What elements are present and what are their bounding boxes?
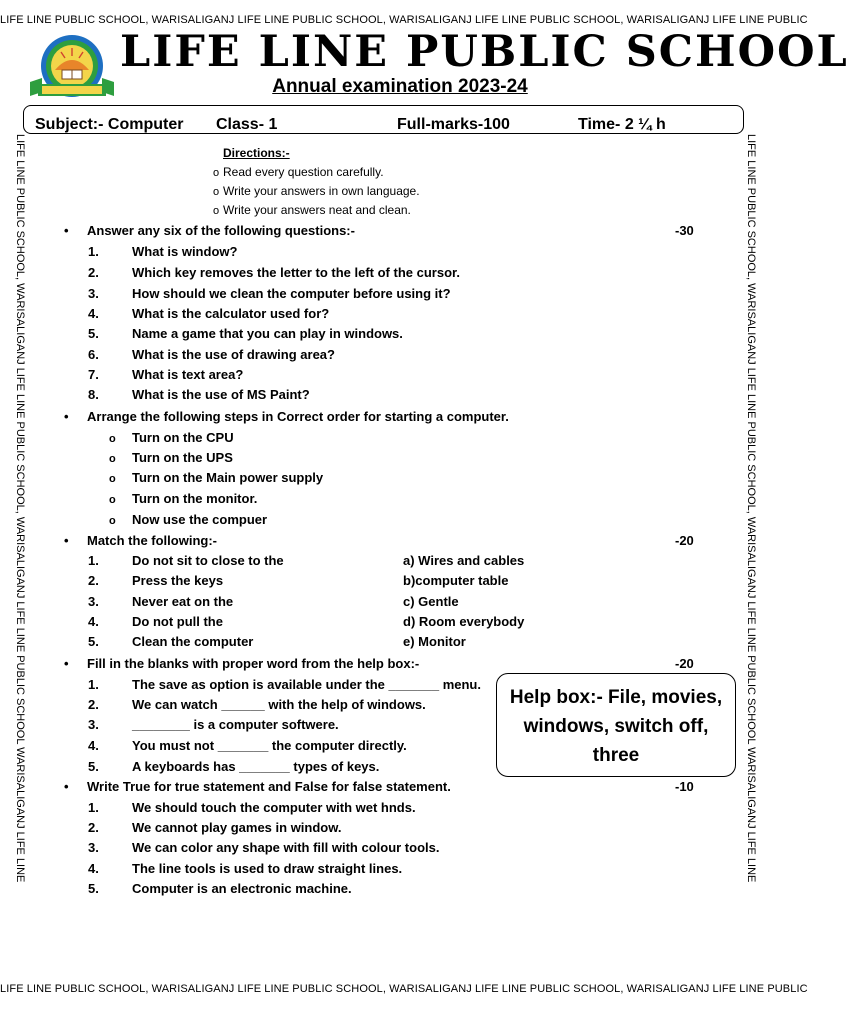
question-number: 2. (88, 573, 99, 588)
question-number: 3. (88, 717, 99, 732)
question-text: Which key removes the letter to the left of the cursor. (132, 265, 460, 280)
question-number: 1. (88, 800, 99, 815)
question-number: 5. (88, 326, 99, 341)
exam-title: Annual examination 2023-24 (272, 76, 528, 97)
question-text: What is the use of drawing area? (132, 347, 335, 362)
watermark-right: LIFE LINE PUBLIC SCHOOL, WARISALIGANJ LIFE LINE PUBLIC SCHOOL, WARISALIGANJ LIFE LINE PUBLIC SCHOOL WARISALIGANJ LIFE LINE (745, 133, 757, 883)
question-text: The line tools is used to draw straight lines. (132, 861, 403, 876)
question-number: 2. (88, 820, 99, 835)
question-number: 1. (88, 553, 99, 568)
question-number: 7. (88, 367, 99, 382)
bullet-icon: • (64, 409, 69, 424)
circle-bullet-icon: o (109, 453, 116, 465)
bullet-icon: • (64, 223, 69, 238)
section-4-title: • Fill in the blanks with proper word from the help box:- (64, 656, 420, 671)
match-right-item: c) Gentle (403, 594, 459, 609)
question-text: We cannot play games in window. (132, 820, 342, 835)
watermark-bottom: LIFE LINE PUBLIC SCHOOL, WARISALIGANJ LIFE LINE PUBLIC SCHOOL, WARISALIGANJ LIFE LINE PUBLIC SCHOOL, WARISALIGANJ LIFE LINE PUBLIC (0, 983, 808, 995)
school-logo-icon (28, 32, 116, 104)
direction-item: o Write your answers neat and clean. (213, 203, 411, 217)
watermark-top: LIFE LINE PUBLIC SCHOOL, WARISALIGANJ LIFE LINE PUBLIC SCHOOL, WARISALIGANJ LIFE LINE PUBLIC SCHOOL, WARISALIGANJ LIFE LINE PUBLIC (0, 14, 808, 26)
question-number: 3. (88, 594, 99, 609)
question-number: 4. (88, 614, 99, 629)
step-item: o Turn on the CPU (109, 430, 234, 445)
bullet-icon: • (64, 533, 69, 548)
match-left-item: Clean the computer (132, 634, 254, 649)
question-number: 5. (88, 759, 99, 774)
class-label: Class- 1 (216, 116, 278, 133)
question-number: 5. (88, 881, 99, 896)
match-left-item: Do not pull the (132, 614, 223, 629)
directions-title: Directions:- (223, 146, 290, 160)
question-number: 8. (88, 387, 99, 402)
question-number: 4. (88, 306, 99, 321)
watermark-left: LIFE LINE PUBLIC SCHOOL, WARISALIGANJ LIFE LINE PUBLIC SCHOOL, WARISALIGANJ LIFE LINE PUBLIC SCHOOL WARISALIGANJ LIFE LINE (14, 133, 26, 883)
section-1-marks: -30 (675, 223, 694, 238)
match-right-item: e) Monitor (403, 634, 466, 649)
section-4-marks: -20 (675, 656, 694, 671)
match-left-item: Do not sit to close to the (132, 553, 284, 568)
match-left-item: Never eat on the (132, 594, 234, 609)
direction-item: o Write your answers in own language. (213, 184, 420, 198)
question-text: What is the calculator used for? (132, 306, 330, 321)
question-number: 1. (88, 244, 99, 259)
match-right-item: a) Wires and cables (403, 553, 525, 568)
question-number: 2. (88, 697, 99, 712)
question-text: The save as option is available under the _______ menu. (132, 677, 481, 692)
section-5-marks: -10 (675, 779, 694, 794)
question-number: 4. (88, 861, 99, 876)
school-name: LIFE LINE PUBLIC SCHOOL (120, 27, 849, 77)
question-text: A keyboards has _______ types of keys. (132, 759, 380, 774)
subject-label: Subject:- Computer (35, 116, 184, 133)
section-2-title: • Arrange the following steps in Correct order for starting a computer. (64, 409, 509, 424)
question-number: 3. (88, 840, 99, 855)
question-number: 4. (88, 738, 99, 753)
section-3-marks: -20 (675, 533, 694, 548)
time-label: Time- 2 ¼ h (578, 116, 666, 133)
section-1-title: • Answer any six of the following questions:- (64, 223, 355, 238)
question-number: 1. (88, 677, 99, 692)
question-text: We should touch the computer with wet hnds. (132, 800, 416, 815)
question-text: You must not _______ the computer directly. (132, 738, 407, 753)
question-text: Computer is an electronic machine. (132, 881, 352, 896)
circle-bullet-icon: o (109, 473, 116, 485)
section-3-title: • Match the following:- (64, 533, 217, 548)
match-left-item: Press the keys (132, 573, 224, 588)
question-text: What is text area? (132, 367, 244, 382)
match-right-item: b)computer table (403, 573, 509, 588)
help-box: Help box:- File, movies, windows, switch off, three (496, 673, 736, 777)
question-text: How should we clean the computer before using it? (132, 286, 451, 301)
direction-item: o Read every question carefully. (213, 165, 384, 179)
circle-bullet-icon: o (109, 494, 116, 506)
step-item: o Turn on the Main power supply (109, 470, 324, 485)
bullet-icon: • (64, 779, 69, 794)
bullet-icon: • (64, 656, 69, 671)
circle-bullet-icon: o (213, 186, 220, 198)
question-text: What is window? (132, 244, 238, 259)
circle-bullet-icon: o (213, 167, 220, 179)
question-number: 5. (88, 634, 99, 649)
question-text: What is the use of MS Paint? (132, 387, 310, 402)
step-item: o Turn on the monitor. (109, 491, 258, 506)
question-number: 6. (88, 347, 99, 362)
question-number: 3. (88, 286, 99, 301)
circle-bullet-icon: o (109, 433, 116, 445)
full-marks-label: Full-marks-100 (397, 116, 510, 133)
circle-bullet-icon: o (213, 205, 220, 217)
question-text: ________ is a computer softwere. (132, 717, 339, 732)
match-right-item: d) Room everybody (403, 614, 525, 629)
question-text: We can color any shape with fill with colour tools. (132, 840, 440, 855)
step-item: o Now use the compuer (109, 512, 268, 527)
question-number: 2. (88, 265, 99, 280)
circle-bullet-icon: o (109, 515, 116, 527)
step-item: o Turn on the UPS (109, 450, 233, 465)
section-5-title: • Write True for true statement and False for false statement. (64, 779, 451, 794)
question-text: We can watch ______ with the help of windows. (132, 697, 426, 712)
question-text: Name a game that you can play in windows. (132, 326, 403, 341)
